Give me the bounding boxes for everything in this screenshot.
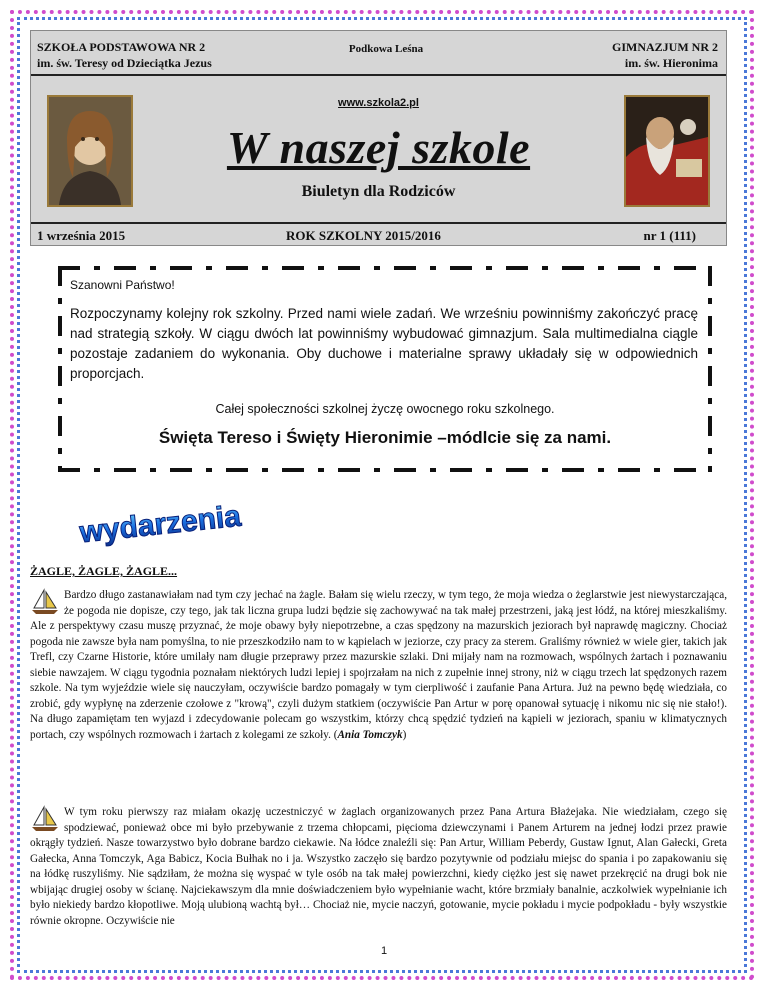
article-first-text: Bardzo długo zastanawiałam nad tym czy jechać na żagle. Bałam się wielu rzeczy, w tym tego, że moja wiedza o żeglarstwie jest niewystarczająca, że pogoda nie dopisze, czy tego, jak tak liczna grupa ludzi będzie się zachowywać na tak małej przestrzeni, jaką jest łódź, na której mieszkaliśmy. Ale z perspektywy czasu muszę przyznać, że moje obawy były niepotrzebne, a czas spędzony na mazurskich jeziorach był naprawdę magiczny. Chociaż pogoda nie zawsze była nam pomyślna, to nie przeszkodziło nam to w kąpielach w jeziorze, czy pracy za sterem. Graliśmy również w wiele gier, takich jak Trefl, czy Czarne Historie, które umilały nam długie przeprawy przez mazurskie szlaki. Dni mijały nam na rozmowach, wspólnych żartach i poznawaniu siebie nawzajem. W ciągu tygodnia poznałam niektórych ludzi lepiej i spojrzałam na nich z zupełnie innej strony, niż w ciągu trzech lat spędzonych razem szkole. Na tym wyjeździe wiele się nauczyłam, oczywiście bardzo pomagały w tym cierpliwość i zaufanie Pana Artura. Już na pewno będę wiedziała, co zrobić, gdy wypłynę na zderzenie czołowe z "krową", czyli dużym statkiem (oczywiście Pan Artur w porę opanował sytuację i nikomu nic się nie stało!). Na długo zapamiętam ten wyjazd i zdecydowanie polecam go wszystkim, którzy chcą spędzić tydzień na kąpieli w jeziorach, spaniu w klimatycznych portach, czy wspólnych rozmowach i żartach z kolegami ze szkoły. [30, 589, 727, 741]
message-wish: Całej społeczności szkolnej życzę owocnego roku szkolnego. [215, 402, 555, 416]
principal-message-box [58, 266, 712, 472]
school-year: ROK SZKOLNY 2015/2016 [286, 228, 441, 243]
article-second [30, 805, 727, 929]
sailboat-icon [30, 805, 60, 833]
newsletter-subtitle: Biuletyn dla Rodziców [301, 183, 456, 200]
issue-number: nr 1 (111) [643, 228, 696, 243]
article-first-author: Ania Tomczyk [337, 728, 403, 741]
header-divider-bottom [31, 222, 726, 224]
article-second-text: W tym roku pierwszy raz miałam okazję uczestniczyć w żaglach organizowanych przez Pana Artura Błażejaka. Nie wiedziałam, czego się spodziewać, ponieważ obce mi było przebywanie z trzema chłopcami, pięcioma dziewczynami i Panem Arturem na jednej łodzi przez prawie okrągły tydzień. Nasze towarzystwo było dobrane bardzo ciekawie. Na łódce znaleźli się: Pan Artur, William Peberdy, Gustaw Ignut, Alan Gałecki, Greta Gałecka, Anna Tomczyk, Aga Babicz, Kocia Bułhak no i ja. Wszystko zaczęło się bardzo pozytywnie od podziału miejsc do spania i po zapakowaniu się na łódkę ruszyliśmy. Nie sądziłam, że można się wyspać w tyle osób na tak małej powierzchni, kiedy ciężko jest się nawet przekręcić na drugi bok nie wbijając drugiej osoby w ścianę. Najciekawszym dla mnie doświadczeniem było wypełnianie wacht, które brzmiały banalnie, aczkolwiek wypełnianie ich było niekiedy bardzo kłopotliwe. Moją ulubioną wachtą był… Chociaż nie, mycie naczyń, gotowanie, mycie pokładu i mycie podpokładu - były wszystkie równie okropne. Oczywiście nie [30, 806, 727, 927]
primary-school-line2: im. św. Teresy od Dzieciątka Jezus [37, 56, 212, 70]
article-first: Bardzo długo zastanawiałam nad tym czy jechać na żagle. Bałam się wielu rzeczy, w tym tego, że moja wiedza o żeglarstwie jest niewystarczająca, że pogoda nie dopisze, czy tego, jak tak liczna grupa ludzi będzie się zachowywać na tak małej przestrzeni, jaką jest łódź, na której mieszkaliśmy. Ale z perspektywy czasu muszę przyznać, że moje obawy były niepotrzebne, a czas spędzony na mazurskich jeziorach był naprawdę magiczny. Chociaż pogoda nie zawsze była nam pomyślna, to nie przeszkodziło nam to w kąpielach w jeziorze, czy pracy za sterem. Graliśmy również w wiele gier, takich jak Trefl, czy Czarne Historie, które umilały nam długie przeprawy przez mazurskie szlaki. Dni mijały nam na rozmowach, wspólnych żartach i poznawaniu siebie nawzajem. W ciągu tygodnia poznałam niektórych ludzi lepiej i spojrzałam na nich z zupełnie innej strony, niż w ciągu trzech lat spędzonych razem szkole. Na tym wyjeździe wiele się nauczyłam, oczywiście bardzo pomagały w tym cierpliwość i zaufanie Pana Artura. Już na pewno będę wiedziała, co zrobić, gdy wypłynę na zderzenie czołowe z "krową", czyli dużym statkiem (oczywiście Pan Artur w porę opanował sytuację i nikomu nic się nie stało!). Na długo zapamiętam ten wyjazd i zdecydowanie polecam go wszystkim, którzy chcą spędzić tydzień na kąpieli w jeziorach, spaniu w klimatycznych portach, czy wspólnych rozmowach i żartach z kolegami ze szkoły. (Ania Tomczyk) [30, 589, 727, 741]
message-body: Rozpoczynamy kolejny rok szkolny. Przed nami wiele zadań. We wrześniu powinniśmy zakończyć pracę nad strategią szkoły. W ciągu dwóch lat powinniśmy wybudować gimnazjum. Sala multimedialna ciągle pozostaje zadaniem do wykonania. Oby duchowe i materialne sprawy układały się w odpowiednich proporcjach. [70, 306, 698, 381]
svg-text:wydarzenia: wydarzenia [78, 499, 243, 550]
article-section-title: ŻAGLE, ŻAGLE, ŻAGLE... [30, 564, 178, 578]
primary-school-name [37, 39, 212, 71]
dashed-border-top [58, 266, 712, 270]
town-name: Podkowa Leśna [348, 43, 424, 55]
primary-school-line1: SZKOŁA PODSTAWOWA NR 2 [37, 40, 206, 54]
sailboat-icon [30, 588, 60, 616]
message-prayer: Święta Tereso i Święty Hieronimie –módlcie się za nami. [158, 428, 612, 447]
header-divider-top [31, 74, 726, 76]
newsletter-title: W naszej szkole [226, 122, 531, 173]
message-greeting: Szanowni Państwo! [70, 278, 175, 292]
page-number: 1 [380, 945, 388, 957]
gymnasium-name [612, 39, 718, 71]
gymnasium-line1: GIMNAZJUM NR 2 [612, 40, 718, 54]
gymnasium-line2: im. św. Hieronima [624, 56, 718, 70]
events-wordart-logo [60, 492, 260, 557]
issue-date: 1 września 2015 [37, 228, 126, 243]
school-website[interactable]: www.szkola2.pl [338, 97, 419, 109]
newsletter-header [30, 30, 727, 246]
dashed-border-bottom [58, 468, 712, 472]
